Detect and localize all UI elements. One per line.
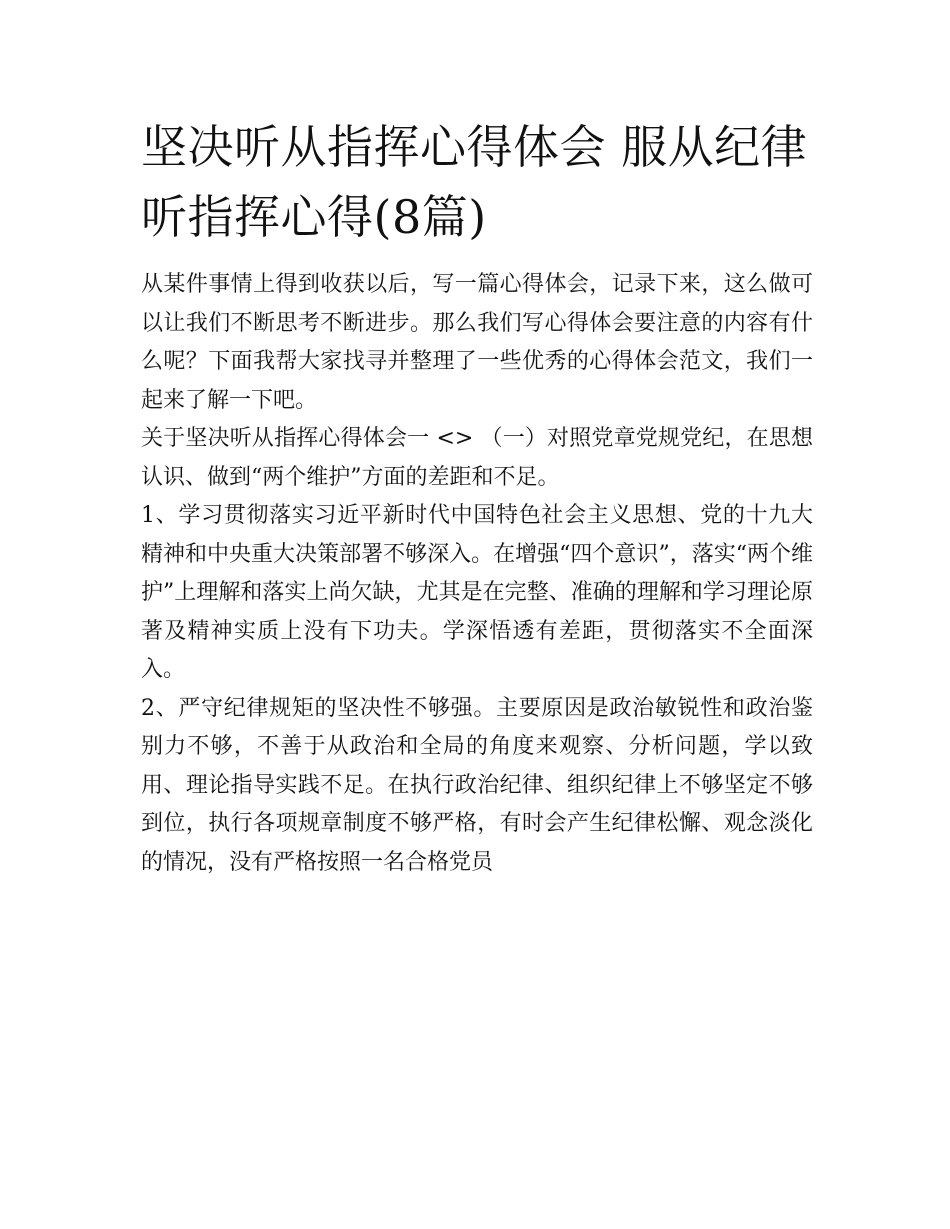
section-heading-paragraph: 关于坚决听从指挥心得体会一 <> （一）对照党章党规党纪，在思想认识、做到“两个维护”方面的差距和不足。	[141, 426, 813, 490]
document-title: 坚决听从指挥心得体会 服从纪律听指挥心得(8篇)	[141, 120, 808, 244]
point-2-paragraph: 2、严守纪律规矩的坚决性不够强。主要原因是政治敏锐性和政治鉴别力不够，不善于从政治和全局的角度来观察、分析问题，学以致用、理论指导实践不足。在执行政治纪律、组织纪律上不够坚定不够到位，执行各项规章制度不够严格，有时会产生纪律松懈、观念淡化的情况，没有严格按照一名合格党员	[141, 695, 813, 875]
point-1-paragraph: 1、学习贯彻落实习近平新时代中国特色社会主义思想、党的十九大精神和中央重大决策部署不够深入。在增强“四个意识”，落实“两个维护”上理解和落实上尚欠缺，尤其是在完整、准确的理解和学习理论原著及精神实质上没有下功夫。学深悟透有差距，贯彻落实不全面深入。	[141, 503, 813, 682]
document-body	[141, 112, 813, 882]
intro-paragraph: 从某件事情上得到收获以后，写一篇心得体会，记录下来，这么做可以让我们不断思考不断进步。那么我们写心得体会要注意的内容有什么呢？下面我帮大家找寻并整理了一些优秀的心得体会范文，我们一起来了解一下吧。	[141, 272, 813, 413]
